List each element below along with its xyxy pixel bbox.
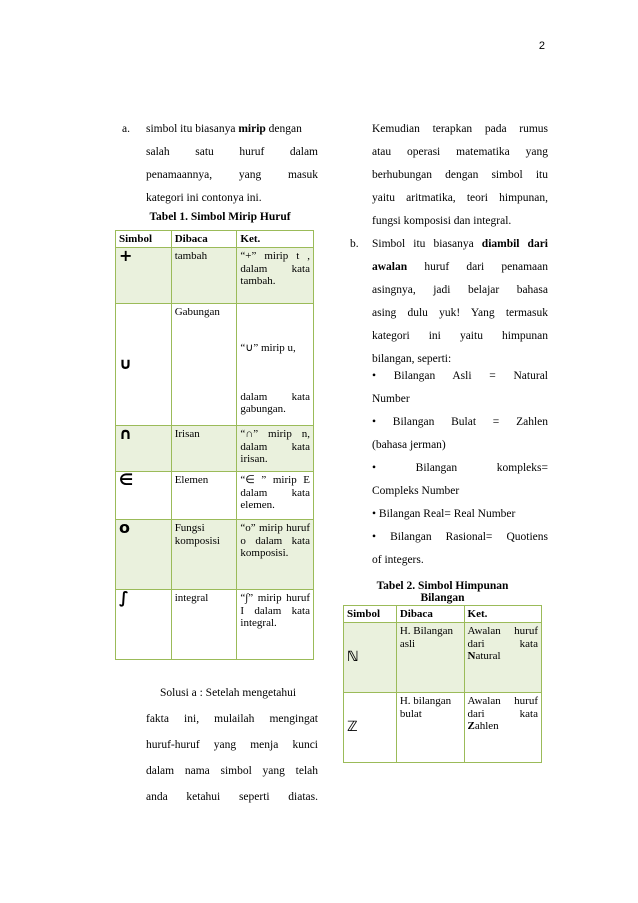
table1-header: Ket. bbox=[237, 231, 314, 248]
item-a-line: dengan bbox=[268, 123, 302, 135]
item-b-line: kategori ini yaitu himpunan bbox=[372, 330, 548, 342]
table2-caption-line: Tabel 2. Simbol Himpunan bbox=[376, 580, 509, 592]
page-number: 2 bbox=[538, 40, 545, 52]
table2-header: Ket. bbox=[464, 606, 541, 623]
table2-header: Simbol bbox=[344, 606, 397, 623]
intersection-symbol: ∩ bbox=[119, 424, 132, 444]
right-intro bbox=[372, 118, 548, 233]
bullet-list bbox=[372, 365, 548, 572]
table1-cell: “∩” mirip n, dalam kata irisan. bbox=[237, 426, 314, 472]
list-item: Compleks Number bbox=[372, 485, 460, 497]
intro-line: fungsi komposisi dan integral. bbox=[372, 215, 512, 227]
item-a-line: simbol itu biasanya bbox=[146, 123, 236, 135]
item-a-bold: mirip bbox=[238, 123, 266, 135]
item-b-bold: awalan bbox=[372, 261, 408, 273]
table2-header: Dibaca bbox=[396, 606, 464, 623]
intro-line: Kemudian terapkan pada rumus bbox=[372, 123, 548, 135]
table1 bbox=[115, 230, 314, 660]
table-row bbox=[116, 304, 314, 426]
note-bold: N bbox=[467, 650, 476, 662]
table1-cell: Elemen bbox=[171, 472, 237, 520]
table1-cell: “o” mirip huruf o dalam kata komposisi. bbox=[237, 520, 314, 590]
intro-line: berhubungan dengan simbol itu bbox=[372, 169, 548, 181]
table2-cell: H. Bilangan asli bbox=[396, 623, 464, 693]
composition-symbol: o bbox=[119, 518, 130, 538]
item-b bbox=[350, 233, 548, 371]
element-symbol: ∈ bbox=[119, 470, 134, 490]
table2-caption-line: Bilangan bbox=[420, 592, 465, 604]
table-row bbox=[116, 472, 314, 520]
intro-line: yaitu aritmatika, teori himpunan, bbox=[372, 192, 548, 204]
item-b-line: asingnya, jadi belajar bahasa bbox=[372, 284, 548, 296]
note-bold: Z bbox=[467, 720, 475, 732]
table1-cell: “∈ ” mirip E dalam kata elemen. bbox=[237, 472, 314, 520]
table1-note: dalam kata gabungan. bbox=[240, 390, 310, 415]
list-item: (bahasa jerman) bbox=[372, 439, 446, 451]
solusi-paragraph bbox=[146, 680, 318, 810]
list-item: • Bilangan kompleks= bbox=[372, 462, 548, 474]
table1-cell: Gabungan bbox=[171, 304, 237, 426]
item-a-line: penamaannya, yang masuk bbox=[146, 169, 318, 181]
table1-cell bbox=[237, 304, 314, 426]
list-item: • Bilangan Rasional= Quotiens bbox=[372, 531, 548, 543]
table1-cell: Irisan bbox=[171, 426, 237, 472]
note-text: atural bbox=[475, 650, 501, 662]
natural-numbers-symbol: ℕ bbox=[347, 649, 359, 666]
table-row bbox=[116, 248, 314, 304]
table1-cell: “∫” mirip huruf I dalam kata integral. bbox=[237, 590, 314, 660]
table-row bbox=[116, 590, 314, 660]
plus-symbol: + bbox=[119, 246, 133, 266]
integers-symbol: ℤ bbox=[347, 719, 358, 736]
item-b-line: asing dulu yuk! Yang termasuk bbox=[372, 307, 548, 319]
table-row bbox=[344, 623, 542, 693]
item-b-line: bilangan, seperti: bbox=[372, 353, 452, 365]
item-a-line: salah satu huruf dalam bbox=[146, 146, 318, 158]
solusi-line: fakta ini, mulailah mengingat bbox=[146, 713, 318, 725]
table1-header: Dibaca bbox=[171, 231, 237, 248]
list-item: • Bilangan Asli = Natural bbox=[372, 370, 548, 382]
union-symbol: ∪ bbox=[119, 354, 132, 374]
list-item: • Bilangan Bulat = Zahlen bbox=[372, 416, 548, 428]
left-column bbox=[122, 118, 318, 210]
solusi-line: Solusi a : Setelah mengetahui bbox=[160, 687, 297, 699]
table1-cell: integral bbox=[171, 590, 237, 660]
note-text: Awalan huruf dari kata bbox=[467, 625, 538, 650]
solusi-line: huruf-huruf yang menja kunci bbox=[146, 739, 318, 751]
table-row bbox=[344, 693, 542, 763]
table1-note: “∪” mirip u, bbox=[240, 342, 296, 354]
table2-cell bbox=[464, 693, 541, 763]
table1-caption: Tabel 1. Simbol Mirip Huruf bbox=[149, 211, 291, 223]
item-b-label: b. bbox=[350, 238, 359, 250]
solusi-line: dalam nama simbol yang telah bbox=[146, 765, 318, 777]
table1-cell: Fungsi komposisi bbox=[171, 520, 237, 590]
table-row bbox=[116, 520, 314, 590]
table1-cell: tambah bbox=[171, 248, 237, 304]
item-b-text: Simbol itu biasanya bbox=[372, 238, 474, 250]
item-a-label: a. bbox=[122, 123, 130, 135]
list-item: • Bilangan Real= Real Number bbox=[372, 508, 516, 520]
item-a-line: kategori ini contonya ini. bbox=[146, 192, 262, 204]
table2-caption bbox=[343, 580, 542, 604]
note-text: Awalan huruf dari kata bbox=[467, 695, 538, 720]
table2-cell bbox=[464, 623, 541, 693]
item-a-text bbox=[146, 118, 318, 210]
solusi-line: anda ketahui seperti diatas. bbox=[146, 791, 318, 803]
table-row bbox=[116, 426, 314, 472]
intro-line: atau operasi matematika yang bbox=[372, 146, 548, 158]
item-b-bold: diambil dari bbox=[481, 238, 549, 250]
table2-cell: H. bilangan bulat bbox=[396, 693, 464, 763]
item-b-text: huruf dari penamaan bbox=[424, 261, 549, 273]
note-text: ahlen bbox=[474, 720, 499, 732]
list-item: of integers. bbox=[372, 554, 424, 566]
integral-symbol: ∫ bbox=[119, 588, 129, 608]
table2 bbox=[343, 605, 542, 763]
table1-header: Simbol bbox=[116, 231, 172, 248]
list-item: Number bbox=[372, 393, 410, 405]
table1-cell: “+” mirip t , dalam kata tambah. bbox=[237, 248, 314, 304]
